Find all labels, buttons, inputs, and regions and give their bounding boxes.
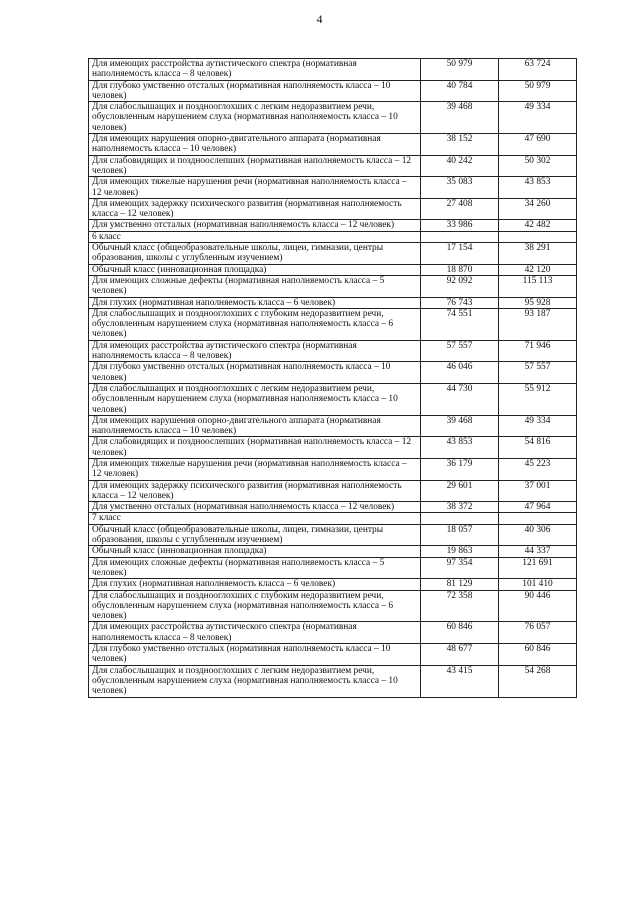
value-col-2: 60 846 (499, 644, 577, 666)
section-label: 7 класс (89, 513, 421, 524)
row-label: Для имеющих задержку психического развития (нормативная наполняемость класса – 12 человек) (89, 480, 421, 502)
value-col-1 (421, 231, 499, 242)
value-col-2: 50 302 (499, 155, 577, 177)
value-col-1: 60 846 (421, 622, 499, 644)
value-col-2: 115 113 (499, 275, 577, 297)
row-label: Для имеющих задержку психического развития (нормативная наполняемость класса – 12 человек) (89, 198, 421, 220)
table-row (89, 415, 577, 437)
row-label: Для слабовидящих и поздноослепших (нормативная наполняемость класса – 12 человек) (89, 437, 421, 459)
value-col-1: 38 152 (421, 134, 499, 156)
value-col-1: 17 154 (421, 243, 499, 265)
row-label: Для слабослышащих и позднооглохших с глубоким недоразвитием речи, обусловленным нарушением слуха (нормативная наполняемость класса – 6 человек) (89, 590, 421, 622)
section-header-row (89, 231, 577, 242)
cost-norms-table (88, 58, 577, 698)
row-label: Для имеющих расстройства аутистического спектра (нормативная наполняемость класса – 8 человек) (89, 622, 421, 644)
value-col-2: 47 690 (499, 134, 577, 156)
value-col-1: 46 046 (421, 362, 499, 384)
row-label: Для имеющих тяжелые нарушения речи (нормативная наполняемость класса – 12 человек) (89, 458, 421, 480)
value-col-2: 121 691 (499, 557, 577, 579)
value-col-1: 33 986 (421, 220, 499, 231)
value-col-1: 19 863 (421, 546, 499, 557)
value-col-1: 39 468 (421, 415, 499, 437)
table-row (89, 308, 577, 340)
table-row (89, 275, 577, 297)
table-row (89, 546, 577, 557)
row-label: Обычный класс (общеобразовательные школы, лицеи, гимназии, центры образования, школы с углубленным изучением) (89, 524, 421, 546)
table-row (89, 579, 577, 590)
table-row (89, 644, 577, 666)
value-col-1: 29 601 (421, 480, 499, 502)
table-row (89, 134, 577, 156)
table-row (89, 340, 577, 362)
table-row (89, 383, 577, 415)
value-col-2 (499, 513, 577, 524)
value-col-2: 37 001 (499, 480, 577, 502)
value-col-2: 90 446 (499, 590, 577, 622)
value-col-2: 49 334 (499, 102, 577, 134)
row-label: Обычный класс (инновационная площадка) (89, 546, 421, 557)
value-col-1: 18 870 (421, 264, 499, 275)
table-row (89, 243, 577, 265)
value-col-2: 42 120 (499, 264, 577, 275)
table-row (89, 177, 577, 199)
value-col-2: 50 979 (499, 80, 577, 102)
value-col-2: 54 268 (499, 665, 577, 697)
row-label: Для слабослышащих и позднооглохших с легким недоразвитием речи, обусловленным нарушением слуха (нормативная наполняемость класса – 10 человек) (89, 102, 421, 134)
value-col-1: 48 677 (421, 644, 499, 666)
value-col-2: 34 260 (499, 198, 577, 220)
value-col-2: 44 337 (499, 546, 577, 557)
value-col-1: 97 354 (421, 557, 499, 579)
value-col-2: 54 816 (499, 437, 577, 459)
value-col-2: 57 557 (499, 362, 577, 384)
value-col-1: 92 092 (421, 275, 499, 297)
value-col-1: 18 057 (421, 524, 499, 546)
value-col-2: 55 912 (499, 383, 577, 415)
row-label: Для слабослышащих и позднооглохших с глубоким недоразвитием речи, обусловленным нарушением слуха (нормативная наполняемость класса – 6 человек) (89, 308, 421, 340)
row-label: Для глубоко умственно отсталых (нормативная наполняемость класса – 10 человек) (89, 80, 421, 102)
table-row (89, 198, 577, 220)
value-col-1: 27 408 (421, 198, 499, 220)
value-col-1: 39 468 (421, 102, 499, 134)
value-col-1: 43 853 (421, 437, 499, 459)
table-body (89, 59, 577, 698)
row-label: Для глубоко умственно отсталых (нормативная наполняемость класса – 10 человек) (89, 644, 421, 666)
value-col-2: 93 187 (499, 308, 577, 340)
row-label: Для имеющих нарушения опорно-двигательного аппарата (нормативная наполняемость класса – 10 человек) (89, 134, 421, 156)
value-col-2: 47 964 (499, 502, 577, 513)
row-label: Обычный класс (инновационная площадка) (89, 264, 421, 275)
row-label: Для глубоко умственно отсталых (нормативная наполняемость класса – 10 человек) (89, 362, 421, 384)
value-col-2: 49 334 (499, 415, 577, 437)
value-col-1: 74 551 (421, 308, 499, 340)
row-label: Для умственно отсталых (нормативная наполняемость класса – 12 человек) (89, 220, 421, 231)
row-label: Для имеющих расстройства аутистического спектра (нормативная наполняемость класса – 8 человек) (89, 340, 421, 362)
table-row (89, 362, 577, 384)
row-label: Для глухих (нормативная наполняемость класса – 6 человек) (89, 297, 421, 308)
table-row (89, 590, 577, 622)
row-label: Для имеющих тяжелые нарушения речи (нормативная наполняемость класса – 12 человек) (89, 177, 421, 199)
value-col-2: 101 410 (499, 579, 577, 590)
table-row (89, 524, 577, 546)
value-col-1: 72 358 (421, 590, 499, 622)
section-header-row (89, 513, 577, 524)
row-label: Для имеющих сложные дефекты (нормативная наполняемость класса – 5 человек) (89, 557, 421, 579)
row-label: Для слабослышащих и позднооглохших с легким недоразвитием речи, обусловленным нарушением слуха (нормативная наполняемость класса – 10 человек) (89, 665, 421, 697)
value-col-2: 43 853 (499, 177, 577, 199)
value-col-2: 45 223 (499, 458, 577, 480)
section-label: 6 класс (89, 231, 421, 242)
value-col-2: 95 928 (499, 297, 577, 308)
value-col-2: 63 724 (499, 59, 577, 81)
table-row (89, 102, 577, 134)
row-label: Для слабослышащих и позднооглохших с легким недоразвитием речи, обусловленным нарушением слуха (нормативная наполняемость класса – 10 человек) (89, 383, 421, 415)
table-row (89, 437, 577, 459)
value-col-2: 76 057 (499, 622, 577, 644)
row-label: Обычный класс (общеобразовательные школы, лицеи, гимназии, центры образования, школы с углубленным изучением) (89, 243, 421, 265)
value-col-1: 57 557 (421, 340, 499, 362)
row-label: Для имеющих сложные дефекты (нормативная наполняемость класса – 5 человек) (89, 275, 421, 297)
value-col-1: 76 743 (421, 297, 499, 308)
value-col-1: 35 083 (421, 177, 499, 199)
row-label: Для слабовидящих и поздноослепших (нормативная наполняемость класса – 12 человек) (89, 155, 421, 177)
value-col-1: 38 372 (421, 502, 499, 513)
value-col-1: 81 129 (421, 579, 499, 590)
value-col-1: 50 979 (421, 59, 499, 81)
value-col-1: 40 784 (421, 80, 499, 102)
value-col-1: 40 242 (421, 155, 499, 177)
value-col-2 (499, 231, 577, 242)
table-row (89, 502, 577, 513)
table-row (89, 80, 577, 102)
value-col-1: 44 730 (421, 383, 499, 415)
table-row (89, 220, 577, 231)
table-row (89, 480, 577, 502)
table-row (89, 557, 577, 579)
page-number: 4 (316, 12, 323, 26)
value-col-1 (421, 513, 499, 524)
value-col-2: 40 306 (499, 524, 577, 546)
row-label: Для имеющих нарушения опорно-двигательного аппарата (нормативная наполняемость класса – 10 человек) (89, 415, 421, 437)
row-label: Для умственно отсталых (нормативная наполняемость класса – 12 человек) (89, 502, 421, 513)
value-col-1: 43 415 (421, 665, 499, 697)
table-row (89, 264, 577, 275)
table-row (89, 665, 577, 697)
row-label: Для имеющих расстройства аутистического спектра (нормативная наполняемость класса – 8 человек) (89, 59, 421, 81)
value-col-1: 36 179 (421, 458, 499, 480)
value-col-2: 42 482 (499, 220, 577, 231)
row-label: Для глухих (нормативная наполняемость класса – 6 человек) (89, 579, 421, 590)
table-row (89, 59, 577, 81)
table-row (89, 297, 577, 308)
table-row (89, 458, 577, 480)
value-col-2: 71 946 (499, 340, 577, 362)
value-col-2: 38 291 (499, 243, 577, 265)
table-row (89, 155, 577, 177)
table-row (89, 622, 577, 644)
